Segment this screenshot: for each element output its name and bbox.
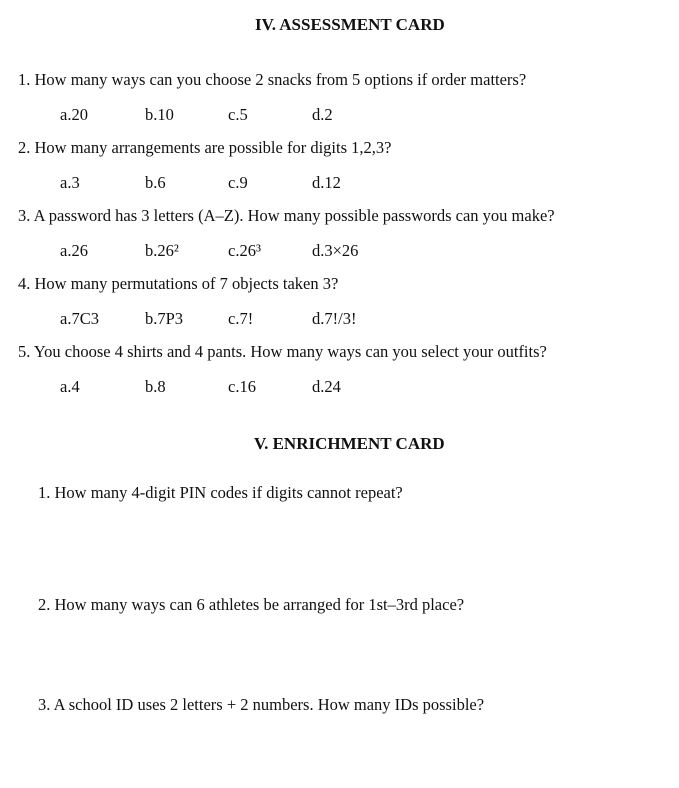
answer-option: a.3 [60,173,80,192]
answer-option: d.12 [312,173,341,192]
answer-option: c.7! [228,309,254,328]
answer-option: a.4 [60,377,80,396]
assessment-question-1: 1. How many ways can you choose 2 snacks from 5 options if order matters? [18,70,527,89]
answer-option: a.26 [60,241,88,260]
answer-option: d.2 [312,105,333,124]
assessment-title: IV. ASSESSMENT CARD [255,15,445,34]
answer-option: c.5 [228,105,248,124]
assessment-question-4: 4. How many permutations of 7 objects taken 3? [18,274,339,293]
answer-option: c.16 [228,377,256,396]
enrichment-question-3: 3. A school ID uses 2 letters + 2 numbers. How many IDs possible? [38,695,485,714]
answer-option: d.7!/3! [312,309,357,328]
enrichment-title: V. ENRICHMENT CARD [254,434,445,453]
answer-option: c.9 [228,173,248,192]
answer-option: b.26² [145,241,179,260]
assessment-question-3: 3. A password has 3 letters (A–Z). How many possible passwords can you make? [18,206,555,225]
answer-option: d.3×26 [312,241,359,260]
answer-option: b.8 [145,377,166,396]
enrichment-question-2: 2. How many ways can 6 athletes be arranged for 1st–3rd place? [38,595,465,614]
answer-option: b.6 [145,173,166,192]
answer-option: b.10 [145,105,174,124]
assessment-question-5: 5. You choose 4 shirts and 4 pants. How many ways can you select your outfits? [18,342,547,361]
enrichment-question-1: 1. How many 4-digit PIN codes if digits cannot repeat? [38,483,403,502]
assessment-question-2: 2. How many arrangements are possible for digits 1,2,3? [18,138,392,157]
answer-option: c.26³ [228,241,261,260]
answer-option: a.20 [60,105,88,124]
answer-option: d.24 [312,377,341,396]
answer-option: b.7P3 [145,309,184,328]
answer-option: a.7C3 [60,309,99,328]
